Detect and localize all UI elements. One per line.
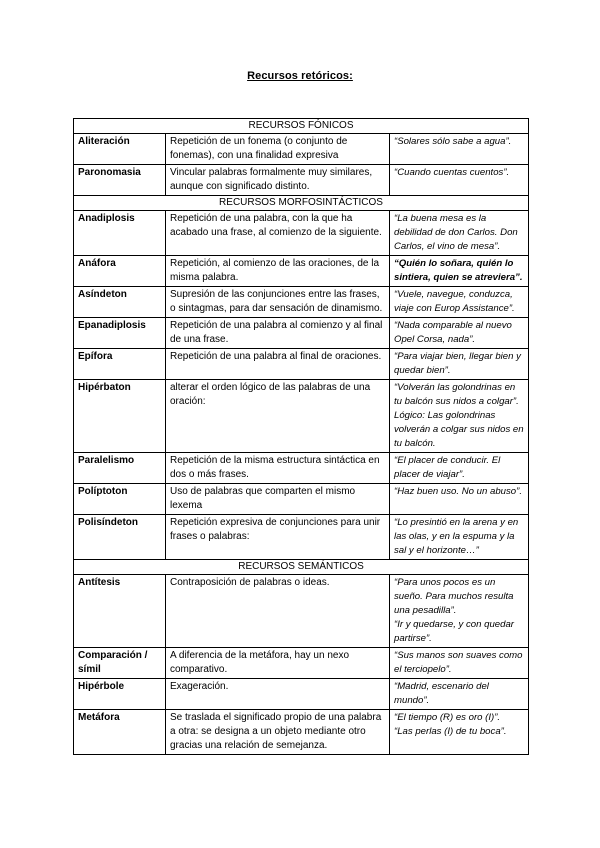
definition-cell: Repetición, al comienzo de las oraciones, de la misma palabra. xyxy=(166,256,390,287)
example-cell: “Solares sólo sabe a agua”. xyxy=(390,134,529,165)
definition-cell: Uso de palabras que comparten el mismo lexema xyxy=(166,484,390,515)
table-row xyxy=(74,287,529,318)
term-cell: Epanadiplosis xyxy=(74,318,166,349)
example-cell: “Vuele, navegue, conduzca, viaje con Europ Assistance”. xyxy=(390,287,529,318)
term-cell: Paralelismo xyxy=(74,453,166,484)
example-line: “El tiempo (R) es oro (I)”. xyxy=(394,712,501,723)
term-cell: Políptoton xyxy=(74,484,166,515)
definition-cell: Repetición de un fonema (o conjunto de fonemas), con una finalidad expresiva xyxy=(166,134,390,165)
definition-cell: Repetición de una palabra al final de oraciones. xyxy=(166,349,390,380)
table-row xyxy=(74,484,529,515)
definition-cell: Repetición de una palabra, con la que ha acabado una frase, al comienzo de la siguiente. xyxy=(166,211,390,256)
table-row xyxy=(74,679,529,710)
example-cell: “Quién lo soñara, quién lo sintiera, quien se atreviera”. xyxy=(390,256,529,287)
term-cell: Aliteración xyxy=(74,134,166,165)
section-header-row xyxy=(74,196,529,211)
section-heading-semanticos: RECURSOS SEMÁNTICOS xyxy=(74,560,529,575)
example-cell xyxy=(390,575,529,648)
term-cell: Paronomasia xyxy=(74,165,166,196)
definition-cell: A diferencia de la metáfora, hay un nexo comparativo. xyxy=(166,648,390,679)
definition-cell: Contraposición de palabras o ideas. xyxy=(166,575,390,648)
definition-cell: Exageración. xyxy=(166,679,390,710)
table-row xyxy=(74,380,529,453)
section-header-row xyxy=(74,560,529,575)
table-row xyxy=(74,710,529,755)
table-row xyxy=(74,165,529,196)
section-header-row xyxy=(74,119,529,134)
table-row xyxy=(74,256,529,287)
term-cell: Metáfora xyxy=(74,710,166,755)
term-cell: Epífora xyxy=(74,349,166,380)
term-cell: Polisíndeton xyxy=(74,515,166,560)
section-heading-morfosintacticos: RECURSOS MORFOSINTÁCTICOS xyxy=(74,196,529,211)
example-cell: “Sus manos son suaves como el terciopelo”. xyxy=(390,648,529,679)
term-cell: Antítesis xyxy=(74,575,166,648)
term-cell: Anáfora xyxy=(74,256,166,287)
table-row xyxy=(74,453,529,484)
table-row xyxy=(74,349,529,380)
term-cell: Asíndeton xyxy=(74,287,166,318)
table-row xyxy=(74,318,529,349)
example-cell: “El placer de conducir. El placer de viajar”. xyxy=(390,453,529,484)
example-cell: “Haz buen uso. No un abuso”. xyxy=(390,484,529,515)
example-cell: “Nada comparable al nuevo Opel Corsa, nada”. xyxy=(390,318,529,349)
example-line: “Volverán las golondrinas en tu balcón sus nidos a colgar”. xyxy=(394,382,519,407)
term-cell: Hipérbole xyxy=(74,679,166,710)
table-row xyxy=(74,134,529,165)
definition-cell: Vincular palabras formalmente muy similares, aunque con significado distinto. xyxy=(166,165,390,196)
table-row xyxy=(74,211,529,256)
example-cell: “Madrid, escenario del mundo”. xyxy=(390,679,529,710)
example-line: “Para unos pocos es un sueño. Para muchos resulta una pesadilla”. xyxy=(394,577,514,616)
definition-cell: Repetición expresiva de conjunciones para unir frases o palabras: xyxy=(166,515,390,560)
example-cell: “Para viajar bien, llegar bien y quedar bien”. xyxy=(390,349,529,380)
definition-cell: Supresión de las conjunciones entre las frases, o sintagmas, para dar sensación de dinamismo. xyxy=(166,287,390,318)
table-row xyxy=(74,575,529,648)
example-cell: “Cuando cuentas cuentos”. xyxy=(390,165,529,196)
table-row xyxy=(74,648,529,679)
page-title: Recursos retóricos: xyxy=(247,70,353,82)
rhetorical-devices-table xyxy=(73,118,529,755)
section-heading-fonicos: RECURSOS FÓNICOS xyxy=(74,119,529,134)
definition-cell: Repetición de una palabra al comienzo y al final de una frase. xyxy=(166,318,390,349)
example-line: Lógico: Las golondrinas volverán a colgar sus nidos en tu balcón. xyxy=(394,410,524,449)
example-cell: “La buena mesa es la debilidad de don Carlos. Don Carlos, el vino de mesa”. xyxy=(390,211,529,256)
example-cell xyxy=(390,710,529,755)
example-cell xyxy=(390,380,529,453)
term-cell: Comparación / símil xyxy=(74,648,166,679)
table-row xyxy=(74,515,529,560)
example-cell: “Lo presintió en la arena y en las olas, y en la espuma y la sal y el horizonte…” xyxy=(390,515,529,560)
definition-cell: Se traslada el significado propio de una palabra a otra: se designa a un objeto mediante otro gracias una relación de semejanza. xyxy=(166,710,390,755)
example-line: “Las perlas (I) de tu boca”. xyxy=(394,726,507,737)
term-cell: Hipérbaton xyxy=(74,380,166,453)
example-line: “Ir y quedarse, y con quedar partirse”. xyxy=(394,619,514,644)
definition-cell: alterar el orden lógico de las palabras de una oración: xyxy=(166,380,390,453)
definition-cell: Repetición de la misma estructura sintáctica en dos o más frases. xyxy=(166,453,390,484)
term-cell: Anadiplosis xyxy=(74,211,166,256)
